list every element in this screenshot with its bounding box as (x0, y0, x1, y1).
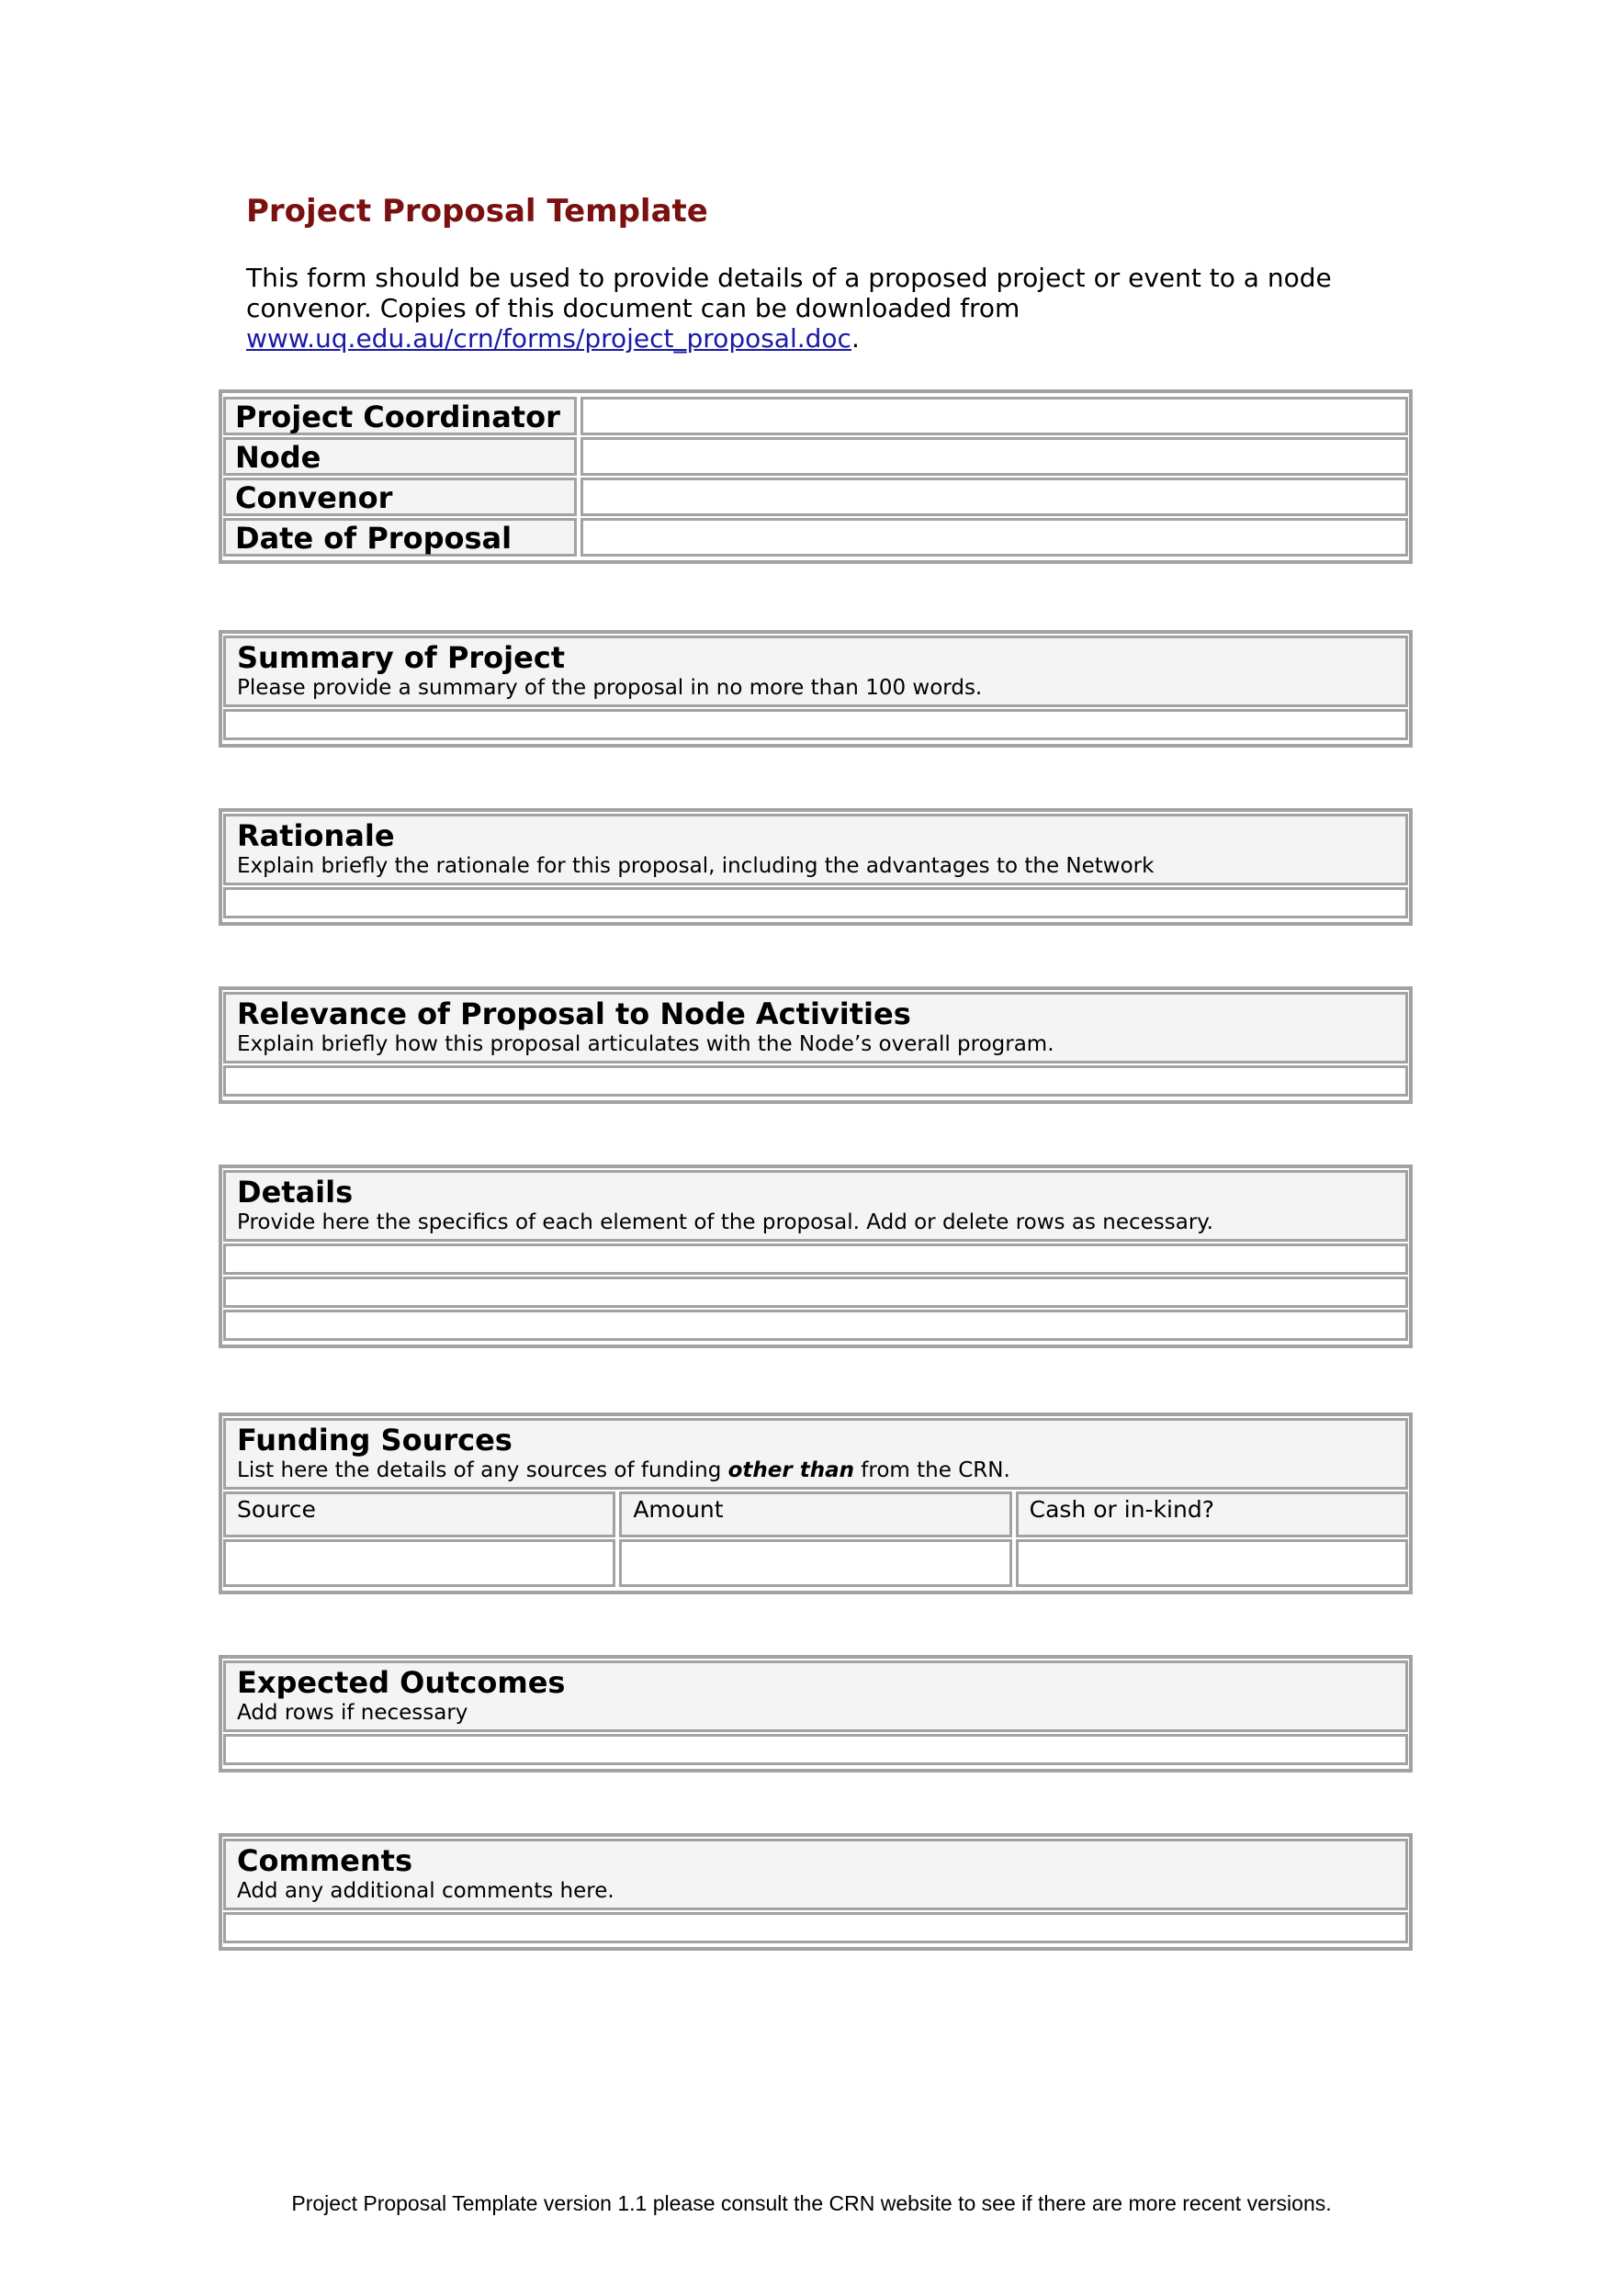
source-field[interactable] (223, 1539, 615, 1587)
comments-section (219, 1833, 1413, 1951)
funding-row (223, 1539, 1408, 1587)
relevance-header (223, 992, 1408, 1064)
details-instruction: Provide here the specifics of each element of the proposal. Add or delete rows as necessary. (237, 1210, 1213, 1234)
rationale-field[interactable] (223, 887, 1408, 918)
summary-header (223, 636, 1408, 707)
date-of-proposal-label: Date of Proposal (223, 518, 577, 557)
rationale-section (219, 808, 1413, 926)
node-field[interactable] (580, 437, 1408, 476)
comments-header (223, 1839, 1408, 1910)
funding-instruction (237, 1458, 1396, 1483)
outcomes-field[interactable] (223, 1734, 1408, 1765)
rationale-heading: Rationale (237, 818, 395, 853)
info-row-project-coordinator (223, 397, 1408, 435)
column-header-source: Source (223, 1491, 615, 1537)
funding-heading: Funding Sources (237, 1423, 513, 1458)
rationale-header (223, 814, 1408, 885)
page-title: Project Proposal Template (246, 193, 708, 230)
node-label: Node (223, 437, 577, 476)
comments-field[interactable] (223, 1912, 1408, 1943)
funding-instruction-emphasis: other than (727, 1458, 854, 1482)
outcomes-header (223, 1660, 1408, 1732)
summary-section (219, 630, 1413, 748)
details-row-field[interactable] (223, 1310, 1408, 1341)
project-info-table (219, 389, 1413, 564)
rationale-instruction: Explain briefly the rationale for this proposal, including the advantages to the Network (237, 854, 1155, 878)
summary-field[interactable] (223, 709, 1408, 740)
amount-field[interactable] (619, 1539, 1011, 1587)
details-heading: Details (237, 1175, 354, 1210)
relevance-field[interactable] (223, 1065, 1408, 1097)
relevance-heading: Relevance of Proposal to Node Activities (237, 996, 911, 1031)
relevance-section (219, 986, 1413, 1104)
column-header-amount: Amount (619, 1491, 1011, 1537)
project-coordinator-label: Project Coordinator (223, 397, 577, 435)
details-row-field[interactable] (223, 1244, 1408, 1275)
details-row-field[interactable] (223, 1277, 1408, 1308)
funding-header (223, 1418, 1408, 1490)
intro-paragraph (246, 263, 1394, 354)
funding-instruction-tail: from the CRN. (854, 1458, 1010, 1482)
outcomes-heading: Expected Outcomes (237, 1665, 566, 1700)
funding-instruction-text: List here the details of any sources of funding (237, 1458, 728, 1482)
details-header (223, 1170, 1408, 1242)
comments-instruction: Add any additional comments here. (237, 1879, 614, 1903)
page-footer: Project Proposal Template version 1.1 please consult the CRN website to see if there are more recent versions. (291, 2191, 1332, 2215)
project-coordinator-field[interactable] (580, 397, 1408, 435)
date-of-proposal-field[interactable] (580, 518, 1408, 557)
info-row-node (223, 437, 1408, 476)
convenor-field[interactable] (580, 478, 1408, 516)
outcomes-instruction: Add rows if necessary (237, 1701, 468, 1725)
relevance-instruction: Explain briefly how this proposal articulates with the Node’s overall program. (237, 1032, 1054, 1056)
comments-heading: Comments (237, 1843, 412, 1878)
convenor-label: Convenor (223, 478, 577, 516)
info-row-convenor (223, 478, 1408, 516)
cash-or-in-kind-field[interactable] (1016, 1539, 1408, 1587)
intro-end: . (851, 323, 860, 354)
column-header-cash-or-in-kind: Cash or in-kind? (1016, 1491, 1408, 1537)
outcomes-section (219, 1655, 1413, 1773)
download-link[interactable]: www.uq.edu.au/crn/forms/project_proposal.doc (246, 323, 851, 354)
intro-text: This form should be used to provide details of a proposed project or event to a node convenor. Copies of this document can be downloaded from (246, 263, 1332, 323)
summary-heading: Summary of Project (237, 640, 566, 675)
summary-instruction: Please provide a summary of the proposal in no more than 100 words. (237, 676, 983, 700)
details-section (219, 1165, 1413, 1348)
funding-section (219, 1412, 1413, 1594)
info-row-date-of-proposal (223, 518, 1408, 557)
funding-column-headers (223, 1491, 1408, 1537)
